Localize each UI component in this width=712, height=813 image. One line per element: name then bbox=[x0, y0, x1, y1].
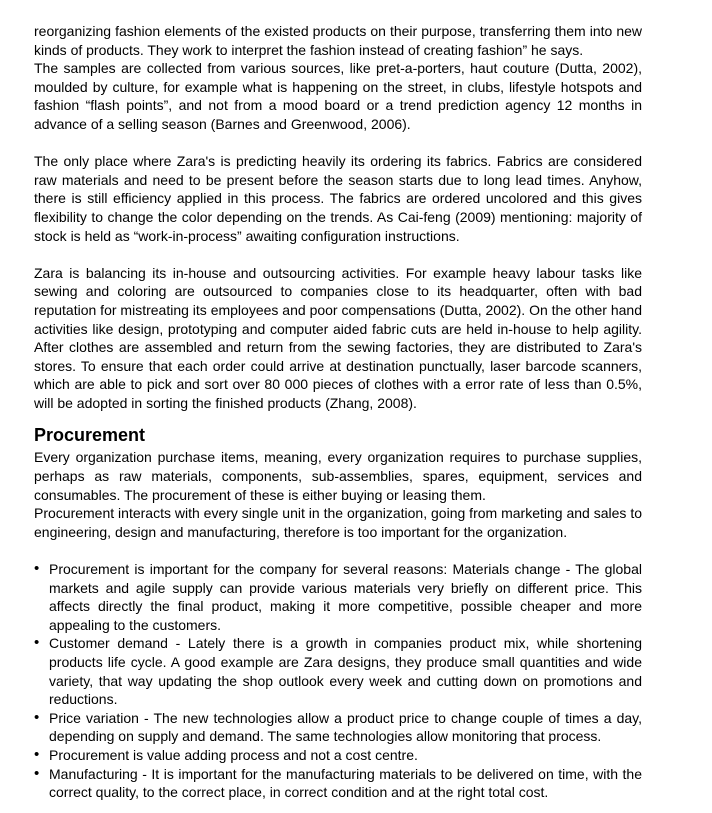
paragraph-gap bbox=[34, 541, 642, 560]
bullet-price-variation: • Price variation - The new technologies allow a product price to change couple of times a day, depending on supply and demand. The same technologies allow monitoring that process. bbox=[34, 709, 642, 746]
paragraph-procurement-definition: Every organization purchase items, meaning, every organization requires to purchase supplies, perhaps as raw materials, components, sub-assemblies, spares, equipment, services and consumables. The procurement of these is either buying or leasing them. bbox=[34, 449, 642, 503]
paragraph-fashion-interpretation: reorganizing fashion elements of the existed products on their purpose, transferring them into new kinds of products. They work to interpret the fashion instead of creating fashion” he says. bbox=[34, 23, 642, 58]
paragraph-gap bbox=[34, 134, 642, 153]
procurement-bullet-list bbox=[34, 560, 642, 802]
paragraph-procurement-interaction: Procurement interacts with every single unit in the organization, going from marketing and sales to engineering, design and manufacturing, therefore is too important for the organization. bbox=[34, 505, 642, 540]
bullet-materials-change: • Procurement is important for the company for several reasons: Materials change - The global markets and agile supply can provide various materials very briefly on different price. This affects directly the final product, making it more competitive, possible cheaper and more appealing to the customers. bbox=[34, 560, 642, 634]
paragraph-fabric-ordering: The only place where Zara's is predicting heavily its ordering its fabrics. Fabrics are considered raw materials and need to be present before the season starts due to long lead times. Anyhow, there is still efficiency applied in this process. The fabrics are ordered uncolored and this gives flexibility to change the color depending on the trends. As Cai-feng (2009) mentioning: majority of stock is held as “work-in-process” awaiting configuration instructions. bbox=[34, 153, 642, 244]
bullet-value-adding: • Procurement is value adding process and not a cost centre. bbox=[34, 746, 642, 765]
paragraph-samples-sources: The samples are collected from various sources, like pret-a-porters, haut couture (Dutta, 2002), moulded by culture, for example what is happening on the street, in clubs, lifestyle hotspots and fashion “flash points”, and not from a mood board or a trend prediction agency 12 months in advance of a selling season (Barnes and Greenwood, 2006). bbox=[34, 60, 642, 132]
paragraph-gap bbox=[34, 245, 642, 264]
section-heading-procurement: Procurement bbox=[34, 425, 146, 446]
paragraph-inhouse-outsourcing: Zara is balancing its in-house and outsourcing activities. For example heavy labour tasks like sewing and coloring are outsourced to companies close to its headquarter, often with bad reputation for mistreating its employees and poor compensations (Dutta, 2002). On the other hand activities like design, prototyping and computer aided fabric cuts are held in-house to help agility. After clothes are assembled and return from the sewing factories, they are distributed to Zara's stores. To ensure that each order could arrive at destination punctually, laser barcode scanners, which are able to pick and sort over 80 000 pieces of clothes with a error rate of less than 0.5%, will be adopted in sorting the finished products (Zhang, 2008). bbox=[34, 264, 642, 411]
bullet-manufacturing: • Manufacturing - It is important for the manufacturing materials to be delivered on time, with the correct quality, to the correct place, in correct condition and at the right total cost. bbox=[34, 765, 642, 802]
bullet-customer-demand: • Customer demand - Lately there is a growth in companies product mix, while shortening products life cycle. A good example are Zara designs, they produce small quantities and wide variety, that way updating the shop outlook every week and cutting down on promotions and reductions. bbox=[34, 634, 642, 708]
